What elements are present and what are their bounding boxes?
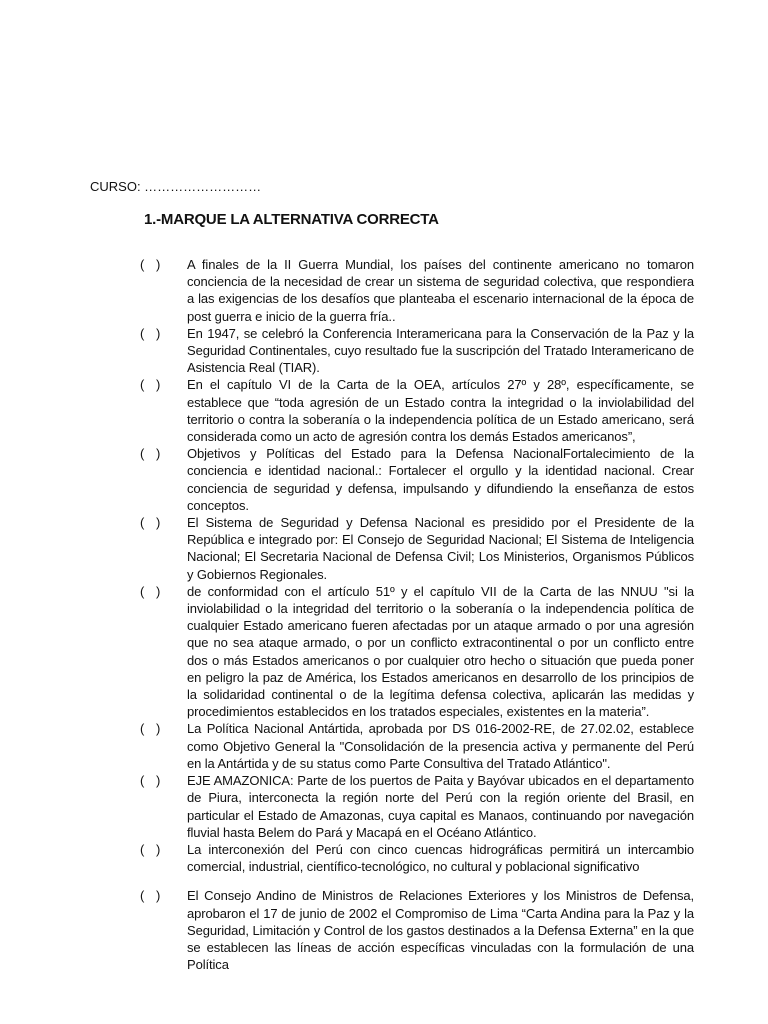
question-item-3	[0, 376, 768, 445]
answer-blank[interactable]: ( )	[140, 773, 161, 789]
answer-blank[interactable]: ( )	[140, 721, 161, 737]
question-text: En 1947, se celebró la Conferencia Interamericana para la Conservación de la Paz y la Seguridad Continentales, cuyo resultado fue la suscripción del Tratado Interamericano de Asistencia Real (TIAR).	[187, 325, 694, 376]
answer-blank[interactable]: ( )	[140, 583, 161, 599]
question-item-1	[0, 256, 768, 325]
question-list	[0, 256, 768, 973]
question-item-4	[0, 445, 768, 514]
question-text: En el capítulo VI de la Carta de la OEA, artículos 27º y 28º, específicamente, se establece que “toda agresión de un Estado contra la integridad o la inviolabilidad del territorio o contra la soberanía o la independencia política de un Estado americano, será considerada como un acto de agresión contra los demás Estados americanos”,	[187, 377, 694, 445]
answer-blank[interactable]: ( )	[140, 841, 161, 857]
answer-blank[interactable]: ( )	[140, 377, 161, 393]
question-text: El Sistema de Seguridad y Defensa Nacional es presidido por el Presidente de la República e integrado por: El Consejo de Seguridad Nacional; El Sistema de Inteligencia Nacional; El Secretaria Nacional de Defensa Civil; Los Ministerios, Organismos Públicos y Gobiernos Regionales.	[187, 515, 694, 582]
question-item-6	[0, 583, 768, 721]
question-text: EJE AMAZONICA: Parte de los puertos de Paita y Bayóvar ubicados en el departamento de Piura, interconecta la región norte del Perú con la región oriente del Brasil, en particular el Estado de Amazonas, cuya capital es Manaos, continuando por navegación fluvial hasta Belem do Pará y Macapá en el Océano Atlántico.	[187, 773, 694, 840]
question-text: Objetivos y Políticas del Estado para la Defensa NacionalFortalecimiento de la conciencia e identidad nacional.: Fortalecer el orgullo y la identidad nacional. Crear conciencia de seguridad y defensa, impulsando y difundiendo la enseñanza de estos conceptos.	[187, 446, 694, 513]
answer-blank[interactable]: ( )	[140, 515, 161, 531]
question-text: de conformidad con el artículo 51º y el capítulo VII de la Carta de las NNUU "si la inviolabilidad o la integridad del territorio o la soberanía o la independencia política de cualquier Estado americano fueren afectadas por un ataque armado o por una agresión que no sea ataque armado, o por un conflicto extracontinental o por un conflicto entre dos o más Estados americanos o por cualquier otro hecho o situación que pueda poner en peligro la paz de América, los Estados americanos en desarrollo de los principios de la solidaridad continental o de la legítima defensa colectiva, aplicarán las medidas y procedimientos establecidos en los tratados especiales, existentes en la materia”.	[187, 583, 694, 720]
question-text: La Política Nacional Antártida, aprobada por DS 016-2002-RE, de 27.02.02, establece como Objetivo General la "Consolidación de la presencia activa y permanente del Perú en la Antártida y de su status como Parte Consultiva del Tratado Atlántico".	[187, 721, 694, 771]
section-heading: 1.-MARQUE LA ALTERNATIVA CORRECTA	[144, 211, 439, 228]
answer-blank[interactable]: ( )	[140, 325, 161, 341]
question-item-10	[0, 887, 768, 973]
answer-blank[interactable]: ( )	[140, 257, 161, 272]
answer-blank[interactable]: ( )	[140, 446, 161, 462]
question-item-7	[0, 720, 768, 772]
question-text: A finales de la II Guerra Mundial, los países del continente americano no tomaron conciencia de la necesidad de crear un sistema de seguridad colectiva, que respondiera a las exigencias de los desafíos que planteaba el escenario internacional de la época de post guerra e inicio de la guerra fría..	[187, 257, 694, 324]
question-item-2	[0, 325, 768, 377]
question-text: El Consejo Andino de Ministros de Relaciones Exteriores y los Ministros de Defensa, aprobaron el 17 de junio de 2002 el Compromiso de Lima “Carta Andina para la Paz y la Seguridad, Limitación y Control de los gastos destinados a la Defensa Externa” en la que se establecen las líneas de acción específicas vinculadas con la formulación de una Política	[187, 888, 694, 973]
question-item-8	[0, 772, 768, 841]
course-label: CURSO: ………………………	[90, 179, 262, 194]
question-item-9	[0, 841, 768, 875]
answer-blank[interactable]: ( )	[140, 888, 161, 904]
question-item-5	[0, 514, 768, 583]
question-text: La interconexión del Perú con cinco cuencas hidrográficas permitirá un intercambio comercial, industrial, científico-tecnológico, no cultural y poblacional significativo	[187, 841, 694, 875]
